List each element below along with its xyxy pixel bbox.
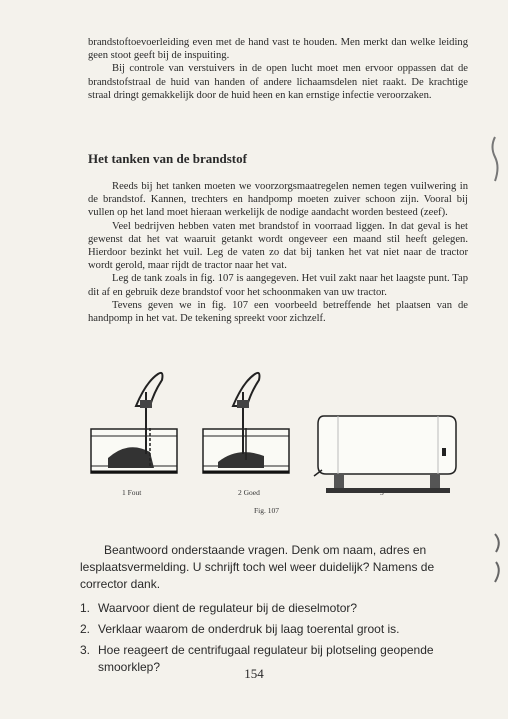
figure-label-fout: 1 Fout bbox=[122, 488, 142, 497]
question-text: Hoe reageert de centrifugaal regulateur bij plotseling geopende smoorklep? bbox=[98, 643, 434, 674]
drum-wrong-illustration bbox=[91, 373, 177, 473]
figure-label-3: 3 bbox=[380, 488, 384, 497]
tank-illustration bbox=[314, 416, 456, 493]
body-paragraph-4: Tevens geven we in fig. 107 een voorbeeld betreffende het plaatsen van de handpomp in het vat. De tekening spreekt voor zichzelf. bbox=[88, 299, 468, 325]
figure-caption: Fig. 107 bbox=[254, 506, 280, 515]
section-heading: Het tanken van de brandstof bbox=[88, 151, 247, 166]
questions-intro: Beantwoord onderstaande vragen. Denk om naam, adres en lesplaatsvermelding. U schrijft toch wel weer duidelijk? Namens de corrector dank. bbox=[80, 543, 435, 591]
figure-107 bbox=[88, 362, 468, 522]
intro-paragraph-1: brandstoftoevoerleiding even met de hand vast te houden. Men merkt dan welke leiding geen stoot geeft bij de inspuiting. bbox=[88, 37, 468, 62]
drum-correct-illustration bbox=[203, 373, 289, 473]
question-text: Verklaar waarom de onderdruk bij laag toerental groot is. bbox=[98, 622, 400, 636]
question-number: 2. bbox=[80, 622, 91, 636]
figure-illustration bbox=[88, 362, 468, 502]
question-text: Waarvoor dient de regulateur bij de dieselmotor? bbox=[98, 601, 358, 615]
question-item bbox=[80, 621, 475, 638]
question-item bbox=[80, 600, 475, 617]
question-number: 1. bbox=[80, 601, 91, 615]
intro-text bbox=[88, 36, 468, 102]
intro-paragraph-2: Bij controle van verstuivers in de open lucht moet men ervoor oppassen dat de brandstofstraal de huid van handen of andere lichaamsdelen niet raakt. De krachtige straal dringt gemakkelijk door de huid heen en kan ernstige infectie veroorzaken. bbox=[88, 63, 468, 101]
figure-label-goed: 2 Goed bbox=[238, 488, 260, 497]
questions-section bbox=[80, 542, 475, 680]
question-number: 3. bbox=[80, 643, 91, 657]
body-paragraph-1: Reeds bij het tanken moeten we voorzorgsmaatregelen nemen tegen vuilwering in de brandstof. Kannen, trechters en handpomp moeten zuiver schoon zijn. Vooral bij vullen op het land moet hieraan werkelijk de nodige aandacht worden besteed (zeef). bbox=[88, 181, 468, 219]
section-body bbox=[88, 180, 468, 325]
body-paragraph-2: Veel bedrijven hebben vaten met brandstof in voorraad liggen. In dat geval is het gewenst dat het vat waaruit getankt wordt ongeveer een maand stil heeft gelegen. Hierdoor bezinkt het vuil. Leg de vaten zo dat bij tanken het vat niet naar de tractor wordt gerold, maar rijdt de tractor naar het vat. bbox=[88, 220, 468, 272]
page-number: 154 bbox=[244, 666, 264, 681]
body-paragraph-3: Leg de tank zoals in fig. 107 is aangegeven. Het vuil zakt naar het laagste punt. Tap dit af en gebruik deze brandstof voor het schoonmaken van uw tractor. bbox=[88, 273, 468, 298]
binding-mark bbox=[488, 135, 502, 185]
binding-mark bbox=[490, 532, 504, 588]
